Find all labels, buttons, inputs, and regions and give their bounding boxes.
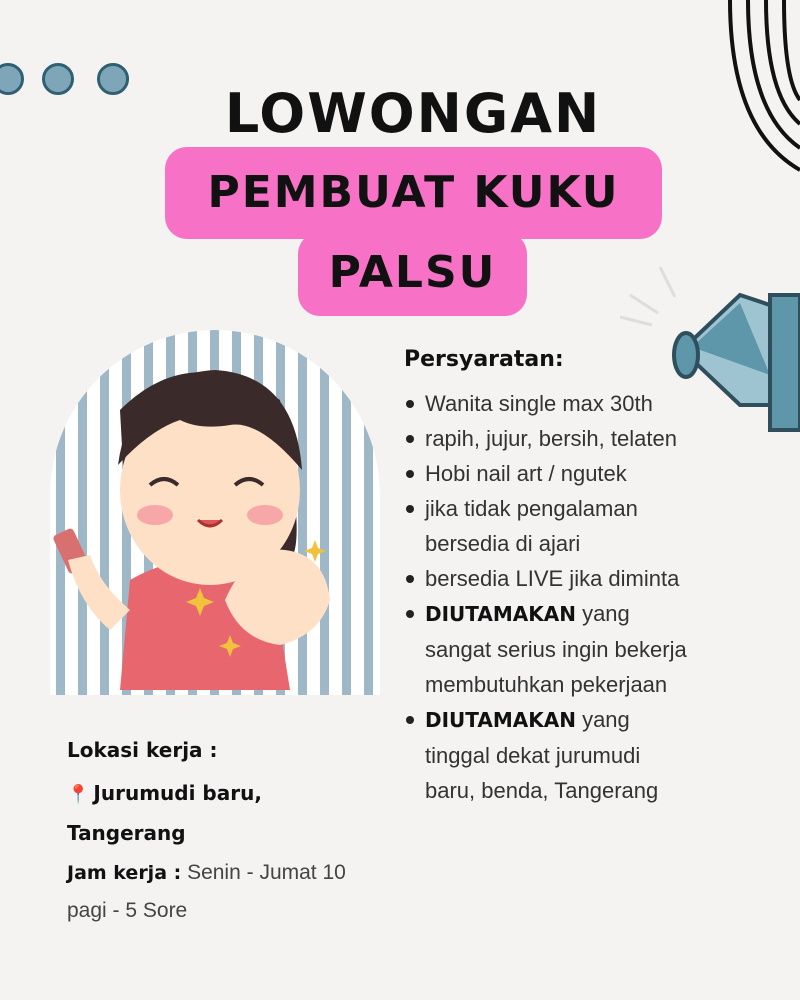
location-label: Lokasi kerja : [67, 738, 218, 762]
list-item [403, 702, 793, 808]
list-item-text: rapih, jujur, bersih, telaten [425, 426, 677, 451]
requirements-list [403, 386, 793, 808]
list-item-emphasis: DIUTAMAKAN [425, 602, 576, 626]
hours-value: pagi - 5 Sore [67, 899, 188, 922]
list-item-text: sangat serius ingin bekerja [425, 637, 687, 662]
list-item-text: membutuhkan pekerjaan [425, 672, 668, 697]
list-item-text: baru, benda, Tangerang [425, 778, 659, 803]
list-item [403, 561, 793, 596]
list-item [403, 596, 793, 702]
list-item [403, 456, 793, 491]
work-hours [67, 854, 367, 930]
requirements-heading: Persyaratan: [404, 347, 564, 372]
list-item-text: bersedia di ajari [425, 531, 581, 556]
list-item [403, 491, 793, 561]
hours-label: Jam kerja : [67, 862, 182, 884]
nail-artist-illustration [50, 330, 380, 695]
location-line: Jurumudi baru, [93, 781, 262, 805]
list-item [403, 421, 793, 456]
map-pin-icon: 📍 [67, 784, 90, 805]
poster-subtitle: PALSU [328, 247, 497, 298]
list-item-text: yang [575, 707, 630, 732]
poster-subtitle: PEMBUAT KUKU [207, 167, 620, 218]
location-value [67, 774, 327, 852]
list-item-text: jika tidak pengalaman [425, 496, 638, 521]
list-item [403, 386, 793, 421]
list-item-text: tinggal dekat jurumudi [425, 743, 641, 768]
list-item-text: Wanita single max 30th [425, 391, 653, 416]
list-item-emphasis: DIUTAMAKAN [425, 708, 576, 732]
poster-title: LOWONGAN [224, 82, 602, 145]
list-item-text: yang [575, 601, 630, 626]
hours-value: Senin - Jumat 10 [181, 861, 346, 884]
list-item-text: bersedia LIVE jika diminta [425, 566, 680, 591]
list-item-text: Hobi nail art / ngutek [425, 461, 627, 486]
location-line: Tangerang [67, 821, 186, 845]
